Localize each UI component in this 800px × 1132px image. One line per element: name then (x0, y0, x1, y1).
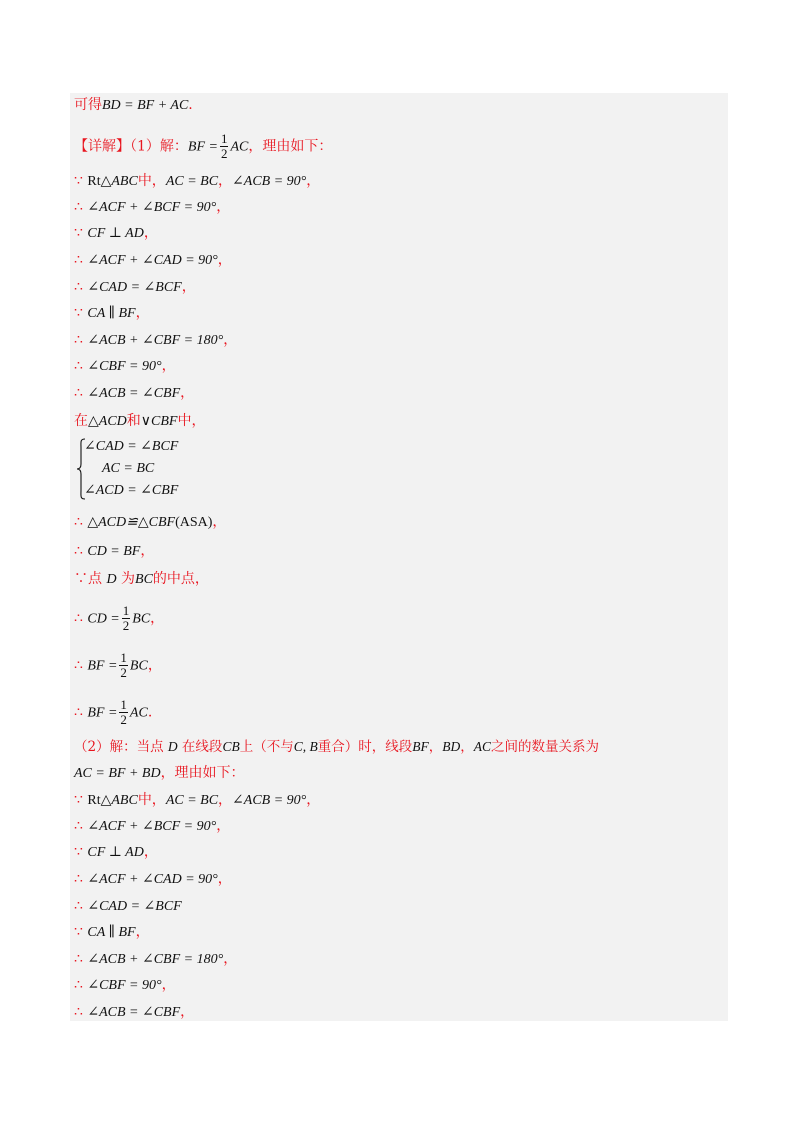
proof-line (74, 251, 232, 270)
text: 的中点， (152, 571, 209, 587)
text: ， (223, 332, 238, 348)
equation: Rt (87, 174, 101, 189)
equation: △ACD≌△CBF (87, 515, 176, 530)
equation: ∠ACB + ∠CBF = 180° (87, 952, 224, 967)
proof-line (74, 950, 237, 969)
equation: BC (135, 572, 153, 587)
because-symbol: ∵ (74, 924, 88, 940)
equation: CA ∥ BF (87, 306, 136, 321)
fraction (119, 651, 128, 680)
text: ， (135, 924, 150, 940)
text: ∵点 (74, 571, 107, 587)
section-heading: 【详解】（1）解： (74, 138, 188, 155)
text: 和 (126, 413, 141, 429)
equation: ∠ACF + ∠CAD = 90° (87, 253, 218, 268)
equation: ∠ACF + ∠CAD = 90° (87, 872, 218, 887)
equation: ∠ACB = ∠CBF (87, 1005, 181, 1020)
text: 重合）时，线段 (317, 739, 413, 755)
therefore-symbol: ∴ (74, 977, 88, 993)
therefore-symbol: ∴ (74, 898, 88, 914)
text: ， (428, 739, 443, 755)
equation: AC (473, 739, 491, 754)
text: ， (147, 657, 162, 674)
line-detail-1 (74, 132, 332, 161)
text: 在 (74, 413, 88, 429)
proof-line (74, 791, 320, 810)
proof-line (74, 198, 230, 217)
text: . (188, 97, 193, 113)
text: 中， (137, 792, 166, 808)
proof-line (74, 412, 205, 431)
equation: BC (132, 611, 151, 627)
equation: BC (129, 658, 148, 674)
equation: ∠CAD = ∠BCF (87, 280, 182, 295)
equation: BD = BF + AC (102, 98, 189, 113)
therefore-symbol: ∴ (74, 332, 88, 348)
proof-line (74, 843, 158, 862)
therefore-symbol: ∴ (74, 252, 88, 268)
text: 可得 (74, 97, 102, 113)
denominator: 2 (220, 146, 228, 161)
therefore-symbol: ∴ (74, 543, 88, 559)
equation: ∠ACB = 90° (232, 793, 307, 808)
equation: D (106, 572, 117, 587)
therefore-symbol: ∴ (74, 358, 88, 374)
because-symbol: ∵ (74, 792, 88, 808)
equation: BD (442, 739, 461, 754)
denominator: 2 (120, 665, 127, 680)
therefore-symbol: ∴ (74, 704, 88, 721)
proof-line (74, 542, 154, 561)
text: ， (150, 610, 165, 627)
proof-line (74, 976, 176, 995)
text: 之间的数量关系为 (490, 739, 599, 755)
equation: AC = BC (165, 174, 219, 189)
numerator: 1 (220, 131, 228, 146)
proof-line (74, 764, 245, 783)
equation: CD = BF (87, 544, 141, 559)
text: 在线段 (177, 739, 223, 755)
proof-line (74, 604, 164, 633)
equation: ∠CBF = 90° (87, 978, 162, 993)
equation: ∠CBF = 90° (87, 359, 162, 374)
equation-system (76, 438, 216, 504)
therefore-symbol: ∴ (74, 610, 88, 627)
system-row: ∠CAD = ∠BCF (84, 439, 179, 454)
proof-line (74, 817, 230, 836)
proof-line (74, 870, 232, 889)
equation: △ACD (88, 414, 127, 429)
text: ，理由如下： (248, 138, 333, 155)
therefore-symbol: ∴ (74, 657, 88, 674)
equation: ∠CAD = ∠BCF (87, 899, 182, 914)
proof-line (74, 897, 182, 916)
equation: C, B (293, 739, 318, 754)
text: ，理由如下： (160, 765, 245, 781)
equation: CB (222, 739, 240, 754)
therefore-symbol: ∴ (74, 199, 88, 215)
equation: ∠ACB = ∠CBF (87, 386, 181, 401)
denominator: 2 (122, 618, 130, 633)
proof-line (74, 513, 226, 532)
equation: BF (412, 739, 429, 754)
text: ， (217, 871, 232, 887)
equation: △ABC (100, 793, 138, 808)
equation: BF = (187, 139, 218, 155)
system-row: AC = BC (102, 461, 155, 476)
equation: ∨CBF (140, 414, 178, 429)
equation: D (167, 739, 178, 754)
equation: BF = (87, 658, 118, 674)
text: ， (218, 173, 233, 189)
equation: CD = (87, 611, 120, 627)
equation: (ASA) (175, 515, 213, 530)
proof-line (74, 570, 209, 589)
text: . (147, 704, 153, 721)
text: 为 (116, 571, 136, 587)
because-symbol: ∵ (74, 173, 88, 189)
equation: △ABC (100, 174, 138, 189)
text: ， (181, 279, 196, 295)
because-symbol: ∵ (74, 305, 88, 321)
equation: ∠ACB + ∠CBF = 180° (87, 333, 224, 348)
equation: ∠ACF + ∠BCF = 90° (87, 200, 217, 215)
text: 中， (177, 413, 206, 429)
text: ， (460, 739, 474, 755)
equation: AC (230, 139, 249, 155)
text: ， (216, 818, 231, 834)
proof-line (74, 331, 237, 350)
because-symbol: ∵ (74, 844, 88, 860)
text: ， (180, 385, 195, 401)
therefore-symbol: ∴ (74, 818, 88, 834)
text: ， (140, 543, 155, 559)
equation: Rt (87, 793, 101, 808)
therefore-symbol: ∴ (74, 871, 88, 887)
proof-line (74, 224, 158, 243)
proof-line (74, 278, 196, 297)
line-conclusion (74, 96, 193, 115)
text: ， (161, 977, 176, 993)
fraction (220, 132, 229, 161)
therefore-symbol: ∴ (74, 385, 88, 401)
proof-line (74, 651, 162, 680)
equation: CA ∥ BF (87, 925, 136, 940)
proof-line (74, 698, 152, 727)
text: ， (218, 792, 233, 808)
text: ， (143, 844, 158, 860)
denominator: 2 (120, 712, 127, 727)
therefore-symbol: ∴ (74, 279, 88, 295)
proof-line (74, 357, 176, 376)
text: ， (223, 951, 238, 967)
numerator: 1 (120, 650, 127, 665)
proof-line (74, 384, 194, 403)
equation: CF ⊥ AD (87, 226, 144, 241)
proof-line (74, 1003, 194, 1022)
text: ， (217, 252, 232, 268)
text: ， (216, 199, 231, 215)
equation: CF ⊥ AD (87, 845, 144, 860)
system-row: ∠ACD = ∠CBF (84, 483, 179, 498)
fraction (119, 698, 128, 727)
proof-line (74, 304, 150, 323)
equation: ∠ACF + ∠BCF = 90° (87, 819, 217, 834)
therefore-symbol: ∴ (74, 951, 88, 967)
equation: ∠ACB = 90° (232, 174, 307, 189)
section-heading: （2）解：当点 (74, 739, 168, 755)
text: 中， (137, 173, 166, 189)
text: 上（不与 (239, 739, 294, 755)
therefore-symbol: ∴ (74, 514, 88, 530)
therefore-symbol: ∴ (74, 1004, 88, 1020)
equation: AC (129, 705, 148, 721)
fraction (122, 604, 131, 633)
text: ， (306, 792, 321, 808)
because-symbol: ∵ (74, 225, 88, 241)
equation: AC = BC (165, 793, 219, 808)
text: ， (143, 225, 158, 241)
text: ， (180, 1004, 195, 1020)
equation: AC = BF + BD (74, 766, 161, 781)
equation: BF = (87, 705, 118, 721)
line-detail-2 (74, 738, 599, 756)
text: ， (161, 358, 176, 374)
text: ， (135, 305, 150, 321)
text: ， (306, 173, 321, 189)
text: ， (212, 514, 227, 530)
numerator: 1 (122, 603, 130, 618)
numerator: 1 (120, 697, 127, 712)
proof-line (74, 172, 320, 191)
proof-line (74, 923, 150, 942)
